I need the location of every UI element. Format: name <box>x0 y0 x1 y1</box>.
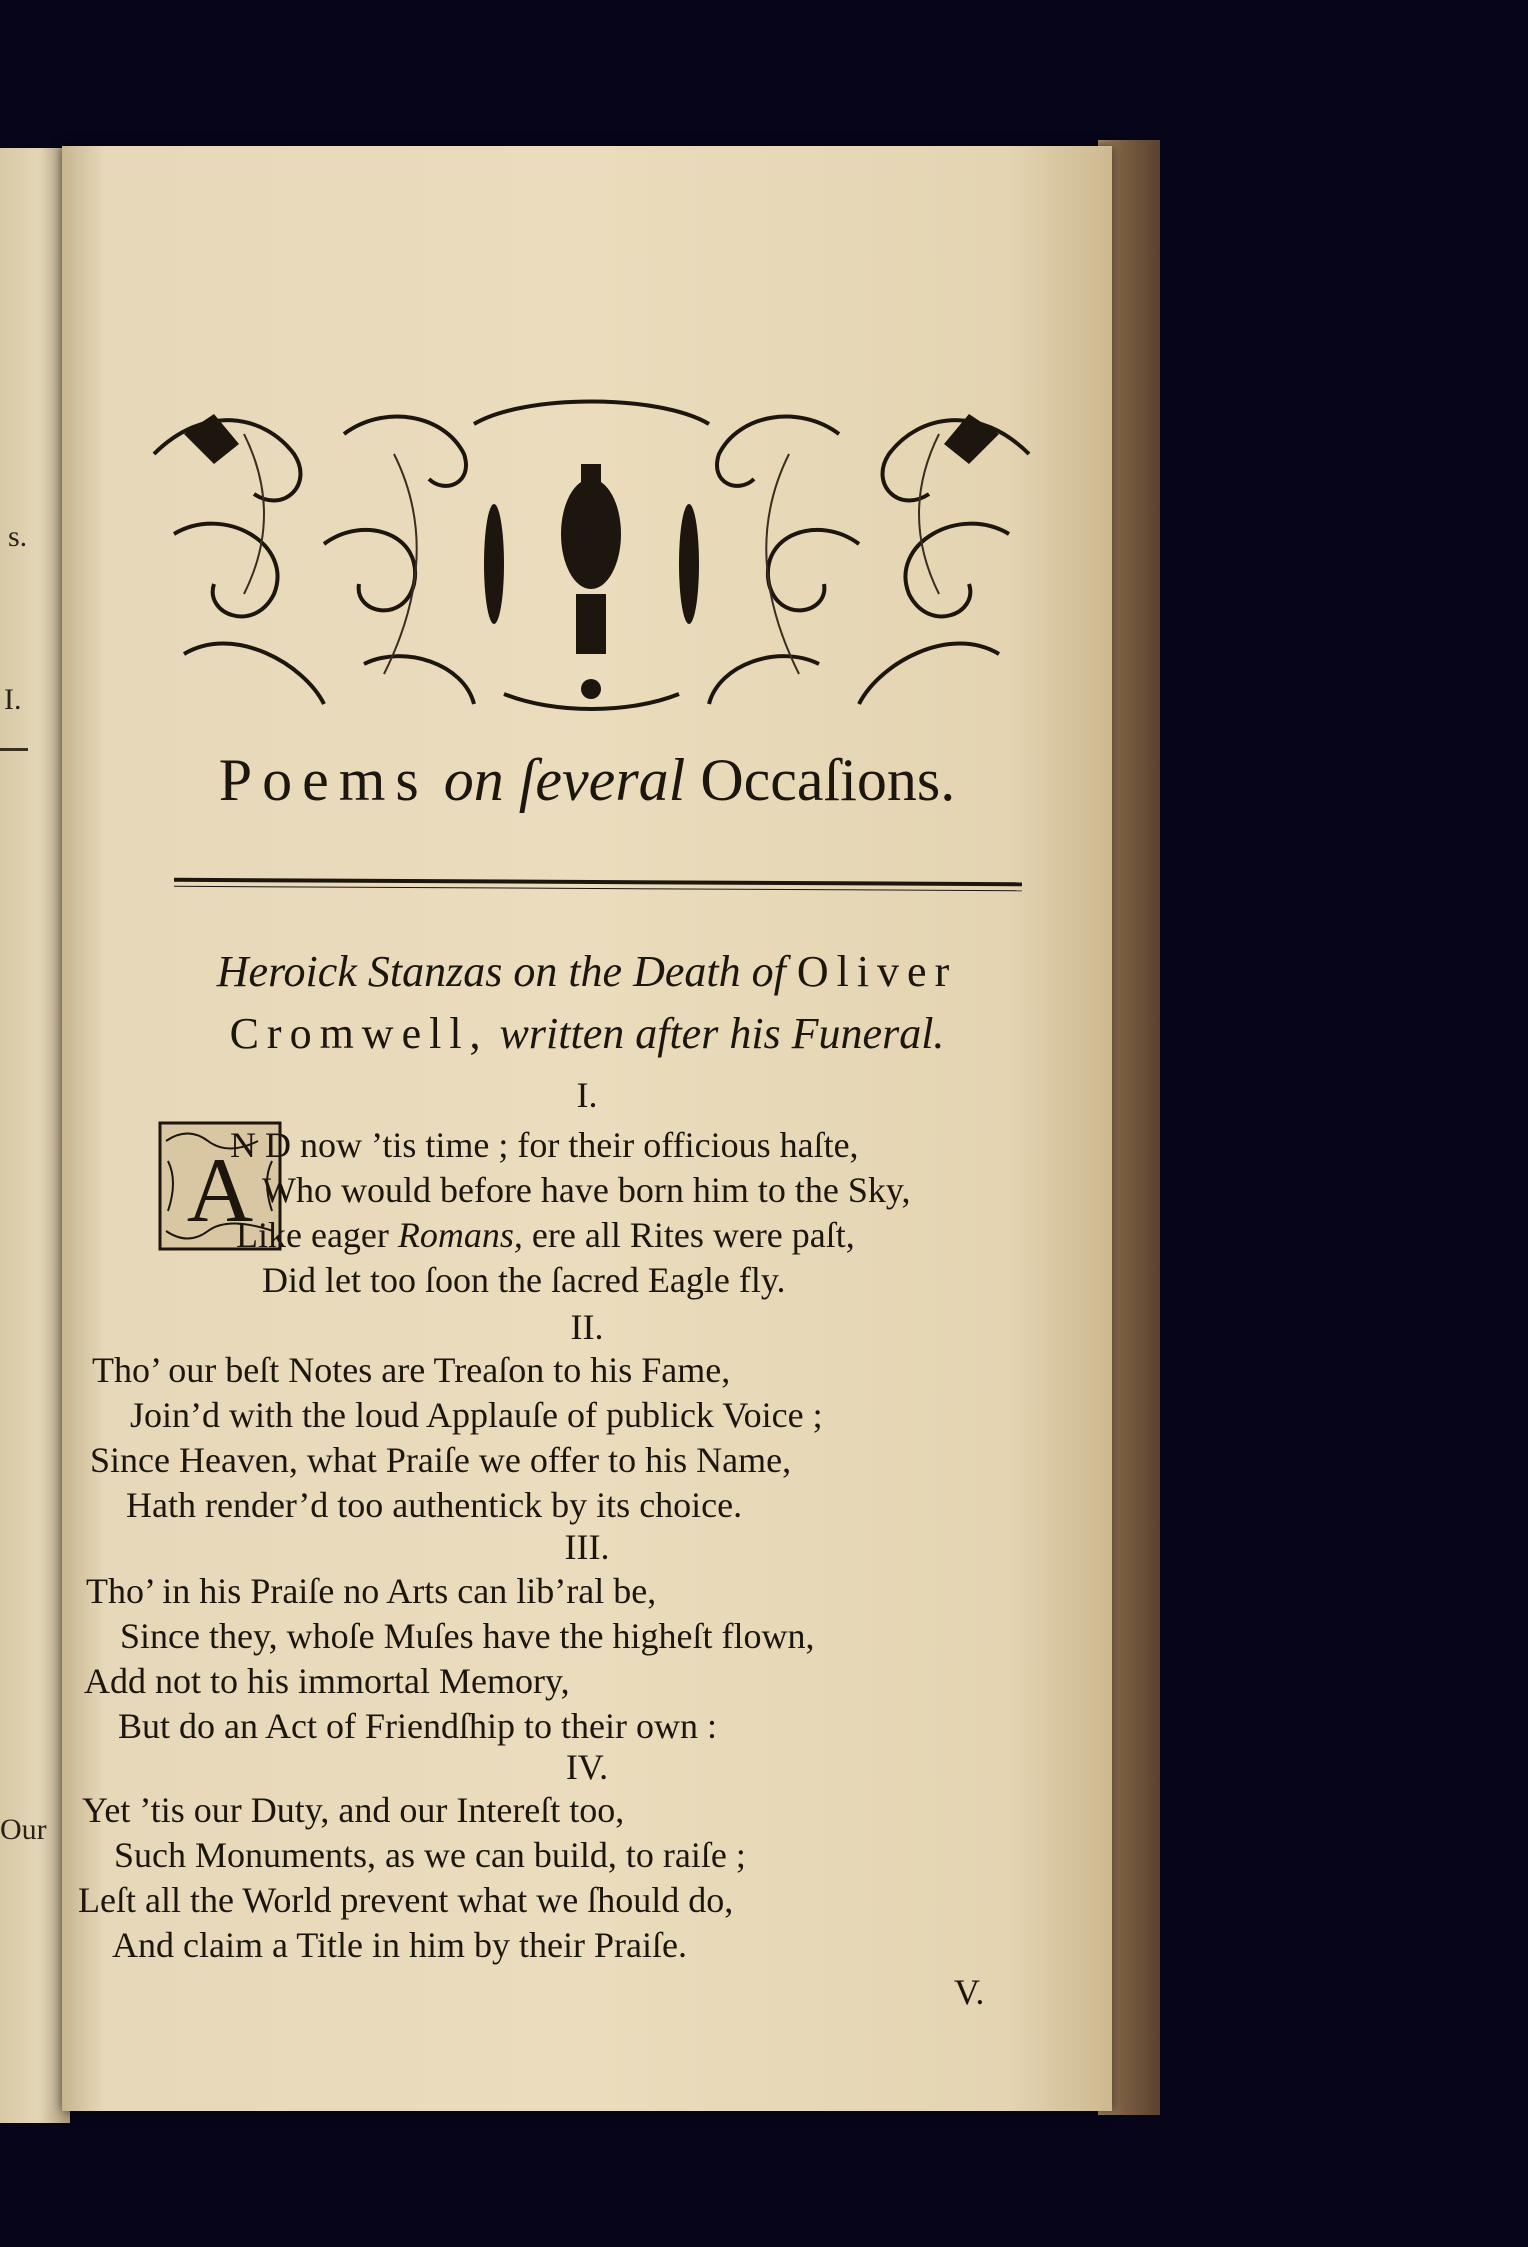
verse-line: Since they, whoſe Muſes have the higheſt flown, <box>120 1616 815 1656</box>
verse-line: Join’d with the loud Applauſe of publick Voice ; <box>130 1395 823 1435</box>
verse-text-italic: Romans, <box>397 1215 523 1255</box>
stanza-numeral: III. <box>564 1527 610 1567</box>
facing-page-rule <box>0 748 28 751</box>
verse-text: Like eager <box>236 1215 389 1255</box>
verse-line: Add not to his immortal Memory, <box>84 1661 570 1701</box>
verse-line: Tho’ in his Praiſe no Arts can lib’ral be, <box>86 1571 657 1611</box>
facing-page-fragment: I. <box>4 683 22 716</box>
verse-line: Since Heaven, what Praiſe we offer to his Name, <box>90 1440 792 1480</box>
verse-line: Leſt all the World prevent what we ſhould do, <box>78 1880 734 1920</box>
title-rule <box>174 878 1022 886</box>
title-word: Poems <box>218 747 429 813</box>
verse-line: N D now ’tis time ; for their officious haſte, <box>230 1125 859 1165</box>
catchword: V. <box>954 1972 985 2012</box>
verse-line: Such Monuments, as we can build, to raiſe ; <box>114 1835 746 1875</box>
heading-text: written after his Funeral. <box>499 1009 945 1058</box>
facing-page-fragment: s. <box>8 520 28 553</box>
stanza-numeral: I. <box>576 1075 598 1115</box>
verse-text: ere all Rites were paſt, <box>531 1215 855 1255</box>
stanza-numeral: IV. <box>565 1747 609 1787</box>
page-title <box>62 746 1112 815</box>
poem-heading-line-2 <box>62 1008 1112 1059</box>
verse-line: Hath render’d too authentick by its choice. <box>126 1485 743 1525</box>
facing-page-fragment: Our <box>0 1813 47 1846</box>
title-word: on <box>443 747 504 813</box>
stanza-numeral: II. <box>570 1307 604 1347</box>
title-word: ſeveral <box>518 747 686 813</box>
verse-line: Who would before have born him to the Sky, <box>262 1170 911 1210</box>
poem-heading-line-1 <box>62 946 1112 997</box>
title-word: Occaſions. <box>700 747 956 813</box>
verse-line: Did let too ſoon the ſacred Eagle fly. <box>262 1260 786 1300</box>
headpiece-ornament <box>144 394 1039 719</box>
book-page <box>62 146 1112 2111</box>
facing-page <box>0 148 70 2123</box>
verse-line: And claim a Title in him by their Praiſe. <box>112 1925 687 1965</box>
heading-text: Heroick Stanzas on the Death of <box>216 947 786 996</box>
drop-cap-letter: A <box>186 1139 254 1241</box>
heading-text: Cromwell, <box>229 1009 489 1058</box>
verse-line: Tho’ our beſt Notes are Treaſon to his Fame, <box>92 1350 731 1390</box>
verse-line: But do an Act of Friendſhip to their own : <box>118 1706 717 1746</box>
verse-line: Yet ’tis our Duty, and our Intereſt too, <box>82 1790 625 1830</box>
verse-line <box>236 1214 855 1256</box>
heading-text: Oliver <box>796 947 958 996</box>
title-rule-thin <box>174 886 1022 891</box>
